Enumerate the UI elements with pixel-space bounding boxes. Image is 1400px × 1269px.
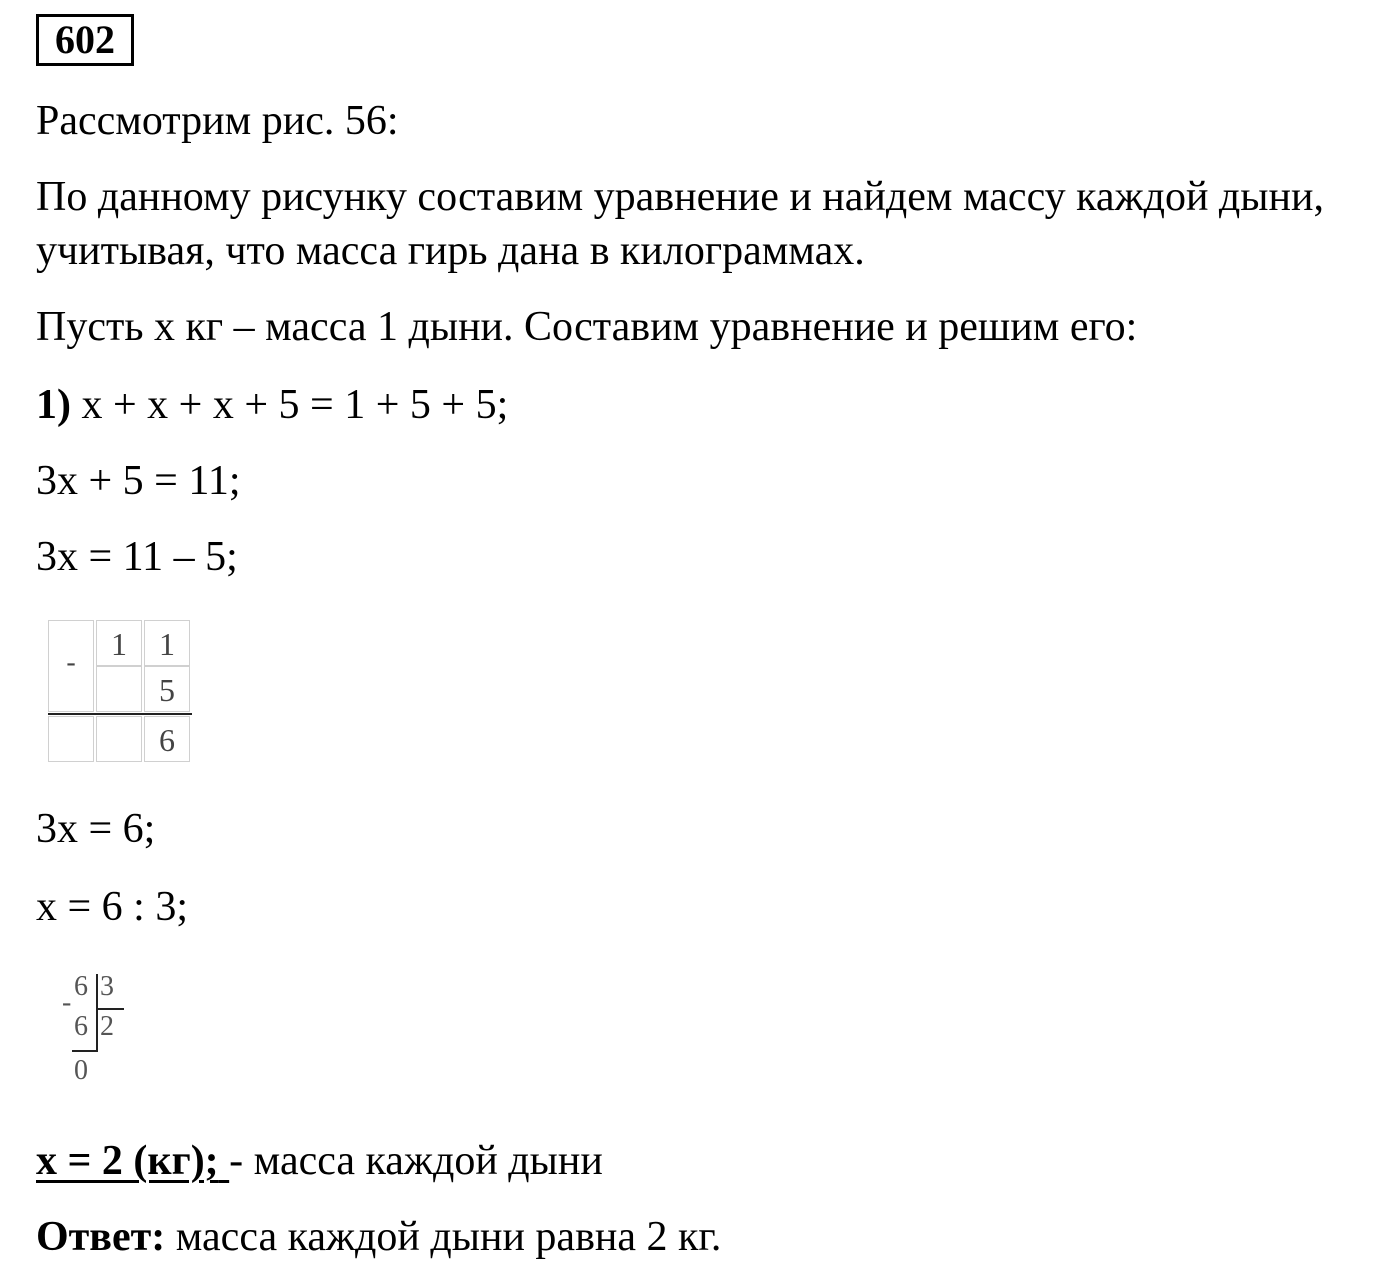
subtraction-line (48, 713, 192, 715)
long-division (56, 972, 146, 1092)
description-line-2: учитывая, что масса гирь дана в килограммах. (36, 228, 865, 274)
subtrahend-empty (96, 666, 142, 712)
division-horizontal-line (96, 1008, 124, 1010)
result-value: х = 2 (кг); (36, 1138, 219, 1184)
quotient: 2 (100, 1011, 114, 1042)
description-line-1: По данному рисунку составим уравнение и найдем массу каждой дыни, (36, 174, 1324, 220)
division-vertical-line (96, 974, 98, 1050)
step-1 (36, 380, 508, 430)
result-empty-1 (48, 716, 94, 762)
subtrahend-digit: 5 (144, 666, 190, 712)
equation-2: 3х + 5 = 11; (36, 458, 241, 504)
minuend-digit-1: 1 (96, 620, 142, 666)
problem-number: 602 (36, 14, 134, 66)
sub-empty-cell (48, 647, 94, 712)
subtracted-value: 6 (74, 1011, 88, 1042)
let-statement: Пусть х кг – масса 1 дыни. Составим уравнение и решим его: (36, 304, 1138, 350)
answer-line (36, 1212, 721, 1262)
step-1-label: 1) (36, 382, 71, 428)
result-empty-2 (96, 716, 142, 762)
result-digit: 6 (144, 716, 190, 762)
result-line (36, 1136, 603, 1186)
division-sign: - (62, 987, 72, 1018)
dividend: 6 (74, 971, 88, 1002)
equation-3: 3х = 11 – 5; (36, 534, 238, 580)
intro-text: Рассмотрим рис. 56: (36, 98, 399, 144)
answer-text: масса каждой дыни равна 2 кг. (165, 1214, 722, 1260)
equation-5: х = 6 : 3; (36, 884, 189, 930)
minus-sign: - (66, 647, 76, 678)
divisor: 3 (100, 971, 114, 1002)
equation-4: 3х = 6; (36, 806, 156, 852)
result-description: - масса каждой дыни (229, 1138, 603, 1184)
remainder: 0 (74, 1055, 88, 1086)
remainder-line (72, 1050, 98, 1052)
answer-label: Ответ: (36, 1214, 166, 1260)
step-1-equation: х + х + х + 5 = 1 + 5 + 5; (81, 382, 509, 428)
minuend-digit-2: 1 (144, 620, 190, 666)
